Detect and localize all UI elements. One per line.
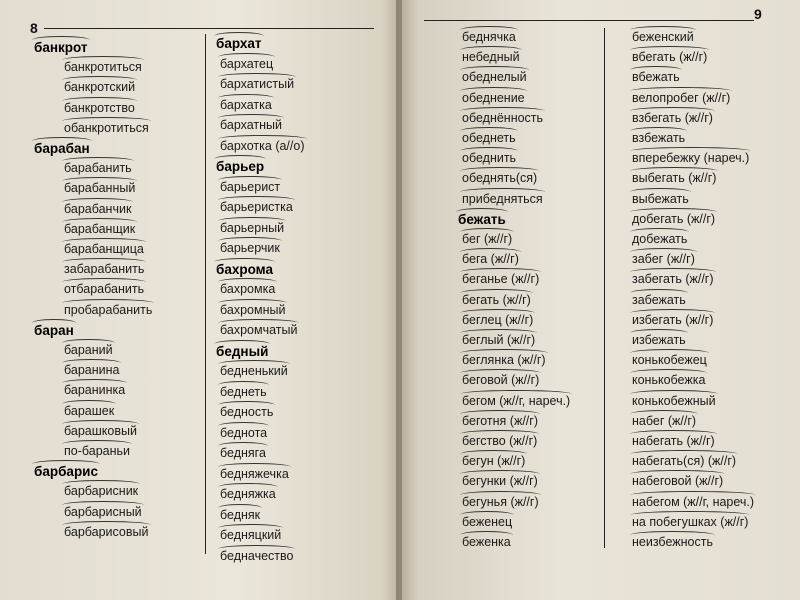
root-arc-mark bbox=[218, 135, 307, 143]
derived-word: бедность bbox=[220, 405, 273, 419]
derived-word: барьерный bbox=[220, 221, 284, 235]
root-arc-mark bbox=[218, 545, 295, 553]
root-arc-mark bbox=[460, 470, 540, 478]
root-arc-mark bbox=[214, 32, 264, 40]
derived-word: бахромный bbox=[220, 303, 285, 317]
root-arc-mark bbox=[630, 450, 738, 458]
derived-word: конькобежка bbox=[632, 373, 705, 387]
derived-word: обеднить bbox=[462, 151, 516, 165]
derived-word: отбарабанить bbox=[64, 282, 144, 296]
derived-word: барашек bbox=[64, 404, 114, 418]
root-arc-mark bbox=[460, 531, 513, 539]
root-arc-mark bbox=[460, 430, 539, 438]
root-arc-mark bbox=[214, 340, 270, 348]
root-arc-mark bbox=[456, 208, 508, 216]
derived-word: конькобежный bbox=[632, 394, 716, 408]
root-arc-mark bbox=[630, 309, 715, 317]
derived-word: беглянка (ж//г) bbox=[462, 353, 546, 367]
derived-word: бедняга bbox=[220, 446, 266, 460]
root-arc-mark bbox=[630, 369, 707, 377]
derived-word: беженский bbox=[632, 30, 694, 44]
derived-word: забегать (ж//г) bbox=[632, 272, 714, 286]
left-page bbox=[0, 0, 398, 600]
root-arc-mark bbox=[630, 390, 718, 398]
root-arc-mark bbox=[630, 147, 751, 155]
derived-word: бедняцкий bbox=[220, 528, 281, 542]
root-arc-mark bbox=[630, 167, 718, 175]
root-arc-mark bbox=[460, 87, 527, 95]
root-arc-mark bbox=[630, 248, 697, 256]
root-arc-mark bbox=[62, 480, 140, 488]
root-arc-mark bbox=[460, 289, 533, 297]
derived-word: взбегать (ж//г) bbox=[632, 111, 713, 125]
root-arc-mark bbox=[218, 94, 274, 102]
root-arc-mark bbox=[32, 137, 92, 145]
root-arc-mark bbox=[460, 511, 514, 519]
root-arc-mark bbox=[62, 258, 146, 266]
column-divider bbox=[205, 34, 206, 554]
derived-word: неизбежность bbox=[632, 535, 713, 549]
headword: бедный bbox=[216, 344, 268, 359]
root-arc-mark bbox=[214, 258, 275, 266]
derived-word: набег (ж//г) bbox=[632, 414, 696, 428]
derived-word: бахромка bbox=[220, 282, 275, 296]
derived-word: беглец (ж//г) bbox=[462, 313, 533, 327]
root-arc-mark bbox=[218, 176, 282, 184]
derived-word: набеговой (ж//г) bbox=[632, 474, 723, 488]
root-arc-mark bbox=[460, 450, 527, 458]
derived-word: бегунья (ж//г) bbox=[462, 495, 539, 509]
root-arc-mark bbox=[218, 442, 268, 450]
right-page bbox=[402, 0, 800, 600]
root-arc-mark bbox=[62, 359, 121, 367]
root-arc-mark bbox=[218, 319, 299, 327]
root-arc-mark bbox=[630, 289, 688, 297]
root-arc-mark bbox=[460, 147, 518, 155]
root-arc-mark bbox=[62, 501, 144, 509]
derived-word: забежать bbox=[632, 293, 686, 307]
derived-word: вперебежку (нареч.) bbox=[632, 151, 749, 165]
root-arc-mark bbox=[630, 188, 691, 196]
root-arc-mark bbox=[62, 56, 144, 64]
root-arc-mark bbox=[630, 66, 682, 74]
derived-word: конькобежец bbox=[632, 353, 707, 367]
root-arc-mark bbox=[630, 87, 732, 95]
derived-word: беговой (ж//г) bbox=[462, 373, 539, 387]
derived-word: обеднеть bbox=[462, 131, 516, 145]
derived-word: выбежать bbox=[632, 192, 689, 206]
root-arc-mark bbox=[630, 349, 709, 357]
root-arc-mark bbox=[460, 390, 572, 398]
root-arc-mark bbox=[630, 46, 709, 54]
root-arc-mark bbox=[460, 329, 537, 337]
root-arc-mark bbox=[218, 360, 290, 368]
derived-word: на побегушках (ж//г) bbox=[632, 515, 748, 529]
root-arc-mark bbox=[460, 167, 539, 175]
page-number: 9 bbox=[754, 6, 762, 22]
root-arc-mark bbox=[218, 237, 282, 245]
headword: бахрома bbox=[216, 262, 273, 277]
derived-word: бархатистый bbox=[220, 77, 294, 91]
root-arc-mark bbox=[62, 117, 151, 125]
derived-word: бегать (ж//г) bbox=[462, 293, 531, 307]
root-arc-mark bbox=[32, 36, 90, 44]
derived-word: беднеть bbox=[220, 385, 267, 399]
root-arc-mark bbox=[32, 460, 100, 468]
root-arc-mark bbox=[460, 188, 545, 196]
derived-word: вбежать bbox=[632, 70, 680, 84]
derived-word: беднота bbox=[220, 426, 267, 440]
derived-word: беглый (ж//г) bbox=[462, 333, 535, 347]
derived-word: беготня (ж//г) bbox=[462, 414, 538, 428]
root-arc-mark bbox=[630, 26, 696, 34]
root-arc-mark bbox=[218, 483, 278, 491]
derived-word: обеднение bbox=[462, 91, 525, 105]
derived-word: забарабанить bbox=[64, 262, 144, 276]
derived-word: бегунки (ж//г) bbox=[462, 474, 538, 488]
root-arc-mark bbox=[62, 238, 146, 246]
root-arc-mark bbox=[630, 430, 717, 438]
root-arc-mark bbox=[630, 208, 717, 216]
root-arc-mark bbox=[460, 46, 522, 54]
derived-word: бедняжка bbox=[220, 487, 276, 501]
derived-word: добегать (ж//г) bbox=[632, 212, 715, 226]
derived-word: пробарабанить bbox=[64, 303, 152, 317]
root-arc-mark bbox=[218, 53, 275, 61]
top-rule bbox=[44, 28, 374, 29]
root-arc-mark bbox=[218, 504, 262, 512]
derived-word: набегать(ся) (ж//г) bbox=[632, 454, 736, 468]
derived-word: банкротский bbox=[64, 80, 135, 94]
root-arc-mark bbox=[460, 410, 540, 418]
derived-word: барьерчик bbox=[220, 241, 280, 255]
root-arc-mark bbox=[460, 26, 518, 34]
root-arc-mark bbox=[218, 278, 277, 286]
derived-word: барьерист bbox=[220, 180, 280, 194]
root-arc-mark bbox=[62, 177, 137, 185]
root-arc-mark bbox=[62, 521, 151, 529]
root-arc-mark bbox=[630, 531, 715, 539]
root-arc-mark bbox=[630, 228, 689, 236]
root-arc-mark bbox=[218, 524, 283, 532]
derived-word: обанкротиться bbox=[64, 121, 149, 135]
derived-word: забег (ж//г) bbox=[632, 252, 695, 266]
root-arc-mark bbox=[62, 440, 132, 448]
derived-word: беженка bbox=[462, 535, 511, 549]
derived-word: прибедняться bbox=[462, 192, 543, 206]
derived-word: бедняк bbox=[220, 508, 260, 522]
root-arc-mark bbox=[214, 155, 266, 163]
headword: барбарис bbox=[34, 464, 98, 479]
derived-word: барашковый bbox=[64, 424, 137, 438]
root-arc-mark bbox=[630, 491, 756, 499]
root-arc-mark bbox=[460, 66, 529, 74]
derived-word: вбегать (ж//г) bbox=[632, 50, 707, 64]
derived-word: барбарисный bbox=[64, 505, 142, 519]
root-arc-mark bbox=[32, 319, 76, 327]
root-arc-mark bbox=[62, 278, 146, 286]
root-arc-mark bbox=[630, 107, 715, 115]
derived-word: избежать bbox=[632, 333, 686, 347]
root-arc-mark bbox=[460, 107, 545, 115]
root-arc-mark bbox=[218, 196, 295, 204]
root-arc-mark bbox=[630, 268, 716, 276]
derived-word: бахромчатый bbox=[220, 323, 297, 337]
root-arc-mark bbox=[460, 248, 521, 256]
derived-word: набегом (ж//г, нареч.) bbox=[632, 495, 754, 509]
root-arc-mark bbox=[218, 114, 284, 122]
root-arc-mark bbox=[460, 369, 541, 377]
derived-word: барабанщик bbox=[64, 222, 135, 236]
root-arc-mark bbox=[460, 309, 535, 317]
derived-word: барабанить bbox=[64, 161, 132, 175]
derived-word: велопробег (ж//г) bbox=[632, 91, 730, 105]
root-arc-mark bbox=[62, 97, 137, 105]
top-rule bbox=[424, 20, 754, 21]
derived-word: бараний bbox=[64, 343, 113, 357]
headword: барабан bbox=[34, 141, 90, 156]
root-arc-mark bbox=[62, 420, 139, 428]
headword: банкрот bbox=[34, 40, 88, 55]
derived-word: барабанный bbox=[64, 181, 135, 195]
derived-word: обеднённость bbox=[462, 111, 543, 125]
root-arc-mark bbox=[460, 349, 548, 357]
root-arc-mark bbox=[630, 470, 725, 478]
root-arc-mark bbox=[460, 268, 541, 276]
derived-word: банкротство bbox=[64, 101, 135, 115]
derived-word: бархатка bbox=[220, 98, 272, 112]
root-arc-mark bbox=[630, 511, 750, 519]
derived-word: бархатный bbox=[220, 118, 282, 132]
derived-word: бедненький bbox=[220, 364, 288, 378]
derived-word: баранина bbox=[64, 363, 119, 377]
headword: бархат bbox=[216, 36, 262, 51]
derived-word: набегать (ж//г) bbox=[632, 434, 715, 448]
root-arc-mark bbox=[630, 329, 688, 337]
root-arc-mark bbox=[460, 127, 518, 135]
page-number: 8 bbox=[30, 20, 38, 36]
derived-word: барьеристка bbox=[220, 200, 293, 214]
root-arc-mark bbox=[630, 410, 698, 418]
derived-word: барбарисник bbox=[64, 484, 138, 498]
derived-word: обеднять(ся) bbox=[462, 171, 537, 185]
derived-word: беднячка bbox=[462, 30, 516, 44]
root-arc-mark bbox=[62, 379, 127, 387]
derived-word: бедначество bbox=[220, 549, 293, 563]
derived-word: беженец bbox=[462, 515, 512, 529]
derived-word: обеднелый bbox=[462, 70, 527, 84]
root-arc-mark bbox=[460, 491, 541, 499]
root-arc-mark bbox=[218, 73, 296, 81]
column-divider bbox=[604, 28, 605, 548]
root-arc-mark bbox=[62, 198, 133, 206]
root-arc-mark bbox=[218, 217, 286, 225]
derived-word: бархотка (а//о) bbox=[220, 139, 305, 153]
root-arc-mark bbox=[62, 218, 137, 226]
derived-word: баранинка bbox=[64, 383, 125, 397]
derived-word: бархатец bbox=[220, 57, 273, 71]
derived-word: избегать (ж//г) bbox=[632, 313, 713, 327]
derived-word: бега (ж//г) bbox=[462, 252, 519, 266]
derived-word: бегство (ж//г) bbox=[462, 434, 537, 448]
derived-word: барбарисовый bbox=[64, 525, 149, 539]
derived-word: банкротиться bbox=[64, 60, 142, 74]
derived-word: бегун (ж//г) bbox=[462, 454, 525, 468]
derived-word: добежать bbox=[632, 232, 687, 246]
root-arc-mark bbox=[460, 228, 514, 236]
root-arc-mark bbox=[62, 157, 134, 165]
root-arc-mark bbox=[630, 127, 687, 135]
root-arc-mark bbox=[62, 400, 116, 408]
root-arc-mark bbox=[218, 422, 269, 430]
derived-word: бедняжечка bbox=[220, 467, 289, 481]
headword: бежать bbox=[458, 212, 506, 227]
root-arc-mark bbox=[218, 381, 269, 389]
headword: баран bbox=[34, 323, 74, 338]
derived-word: бегом (ж//г, нареч.) bbox=[462, 394, 570, 408]
derived-word: по-бараньи bbox=[64, 444, 130, 458]
headword: барьер bbox=[216, 159, 264, 174]
derived-word: барабанчик bbox=[64, 202, 131, 216]
root-arc-mark bbox=[218, 401, 275, 409]
root-arc-mark bbox=[62, 299, 154, 307]
derived-word: взбежать bbox=[632, 131, 685, 145]
root-arc-mark bbox=[62, 339, 115, 347]
derived-word: небедный bbox=[462, 50, 520, 64]
root-arc-mark bbox=[218, 463, 291, 471]
derived-word: бег (ж//г) bbox=[462, 232, 512, 246]
derived-word: беганье (ж//г) bbox=[462, 272, 539, 286]
derived-word: выбегать (ж//г) bbox=[632, 171, 716, 185]
root-arc-mark bbox=[62, 76, 137, 84]
root-arc-mark bbox=[218, 299, 287, 307]
derived-word: барабанщица bbox=[64, 242, 144, 256]
